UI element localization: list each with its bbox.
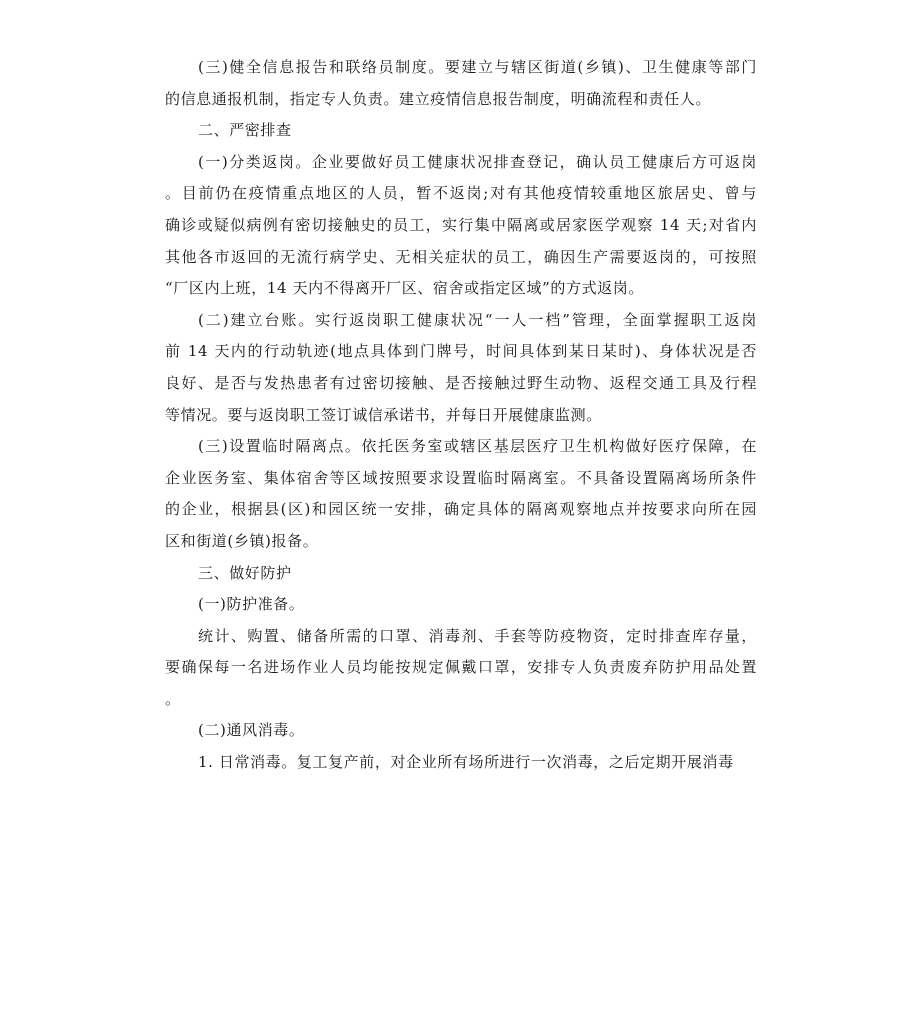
paragraph-line: 其他各市返回的无流行病学史、无相关症状的员工，确因生产需要返岗的，可按照 <box>165 247 757 266</box>
paragraph-line: (二)建立台账。实行返岗职工健康状况“一人一档”管理，全面掌握职工返岗 <box>198 310 757 329</box>
paragraph-line: 要确保每一名进场作业人员均能按规定佩戴口罩，安排专人负责废弃防护用品处置 <box>165 658 757 677</box>
paragraph-line: 1. 日常消毒。复工复产前，对企业所有场所进行一次消毒，之后定期开展消毒 <box>198 753 734 772</box>
section-heading: 三、做好防护 <box>198 563 292 582</box>
section-heading: (一)防护准备。 <box>198 595 305 614</box>
paragraph-line: 的企业，根据县(区)和园区统一安排，确定具体的隔离观察地点并按要求向所在园 <box>165 500 757 519</box>
section-heading: (二)通风消毒。 <box>198 721 305 740</box>
paragraph-line: 区和街道(乡镇)报备。 <box>165 531 319 550</box>
paragraph <box>165 147 757 305</box>
paragraph-line: 统计、购置、储备所需的口罩、消毒剂、手套等防疫物资，定时排查库存量， <box>198 626 757 645</box>
paragraph-line: (三)设置临时隔离点。依托医务室或辖区基层医疗卫生机构做好医疗保障，在 <box>198 437 757 456</box>
paragraph-line: (三)健全信息报告和联络员制度。要建立与辖区街道(乡镇)、卫生健康等部门 <box>198 58 757 76</box>
paragraph-line: 等情况。要与返岗职工签订诚信承诺书，并每日开展健康监测。 <box>165 405 602 424</box>
paragraph-line: 的信息通报机制，指定专人负责。建立疫情信息报告制度，明确流程和责任人。 <box>165 89 712 108</box>
paragraph <box>165 747 757 779</box>
paragraph-line: (一)分类返岗。企业要做好员工健康状况排查登记，确认员工健康后方可返岗 <box>198 152 757 171</box>
paragraph-line: 确诊或疑似病例有密切接触史的员工，实行集中隔离或居家医学观察 14 天;对省内 <box>165 215 757 234</box>
paragraph-line: “厂区内上班，14 天内不得离开厂区、宿舍或指定区域”的方式返岗。 <box>165 279 644 298</box>
paragraph <box>165 305 757 431</box>
paragraph-line: 。目前仍在疫情重点地区的人员，暂不返岗;对有其他疫情较重地区旅居史、曾与 <box>165 184 757 203</box>
paragraph <box>165 52 757 115</box>
paragraph <box>165 431 757 557</box>
paragraph-line: 。 <box>165 689 181 708</box>
section-heading: 二、严密排查 <box>198 121 292 140</box>
paragraph-line: 企业医务室、集体宿舍等区域按照要求设置临时隔离室。不具备设置隔离场所条件 <box>165 468 757 487</box>
paragraph-line: 前 14 天内的行动轨迹(地点具体到门牌号，时间具体到某日某时)、身体状况是否 <box>165 342 757 361</box>
paragraph <box>165 621 757 716</box>
paragraph-line: 良好、是否与发热患者有过密切接触、是否接触过野生动物、返程交通工具及行程 <box>165 373 757 392</box>
document-body <box>165 52 757 779</box>
